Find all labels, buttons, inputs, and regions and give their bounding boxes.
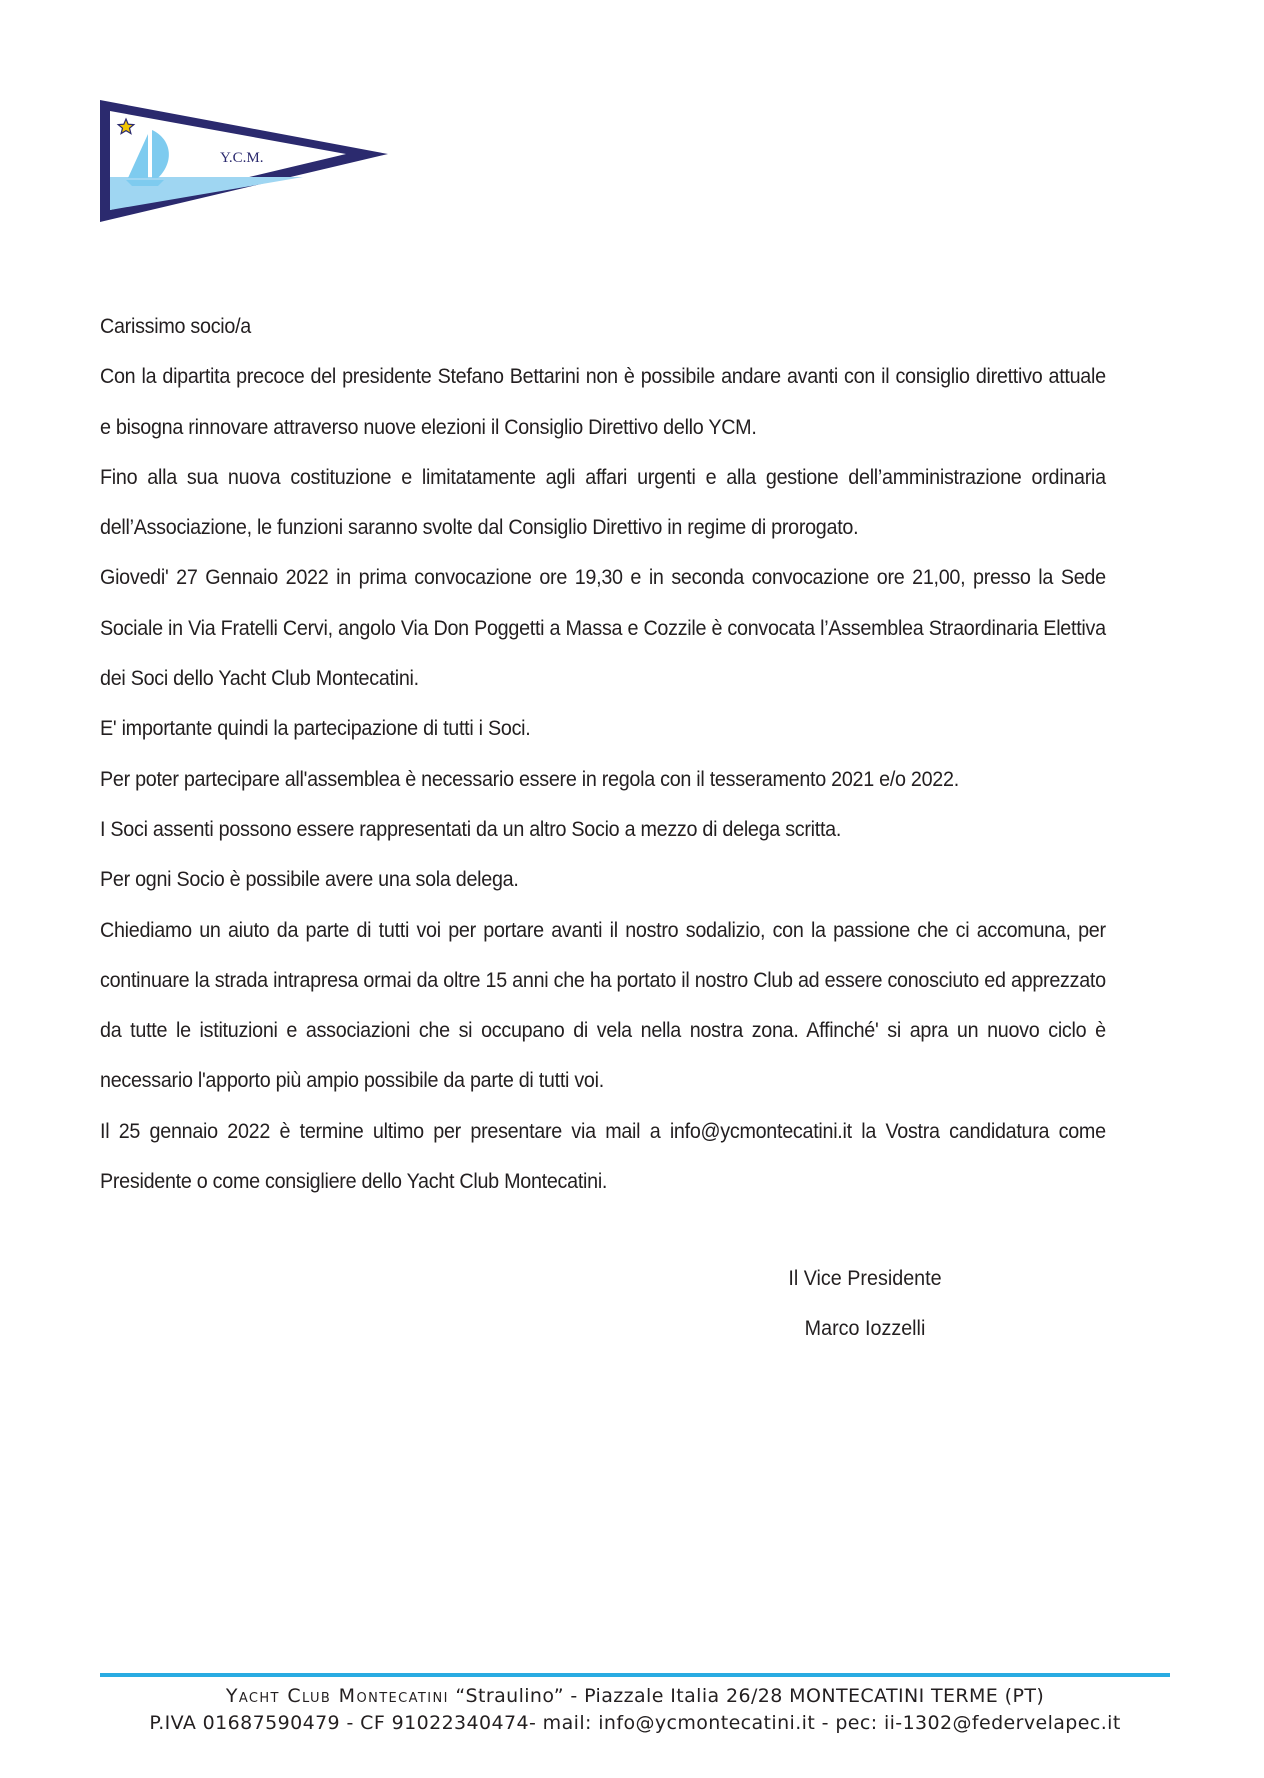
signature-block <box>710 1254 1020 1355</box>
paragraph-aiuto: Chiediamo un aiuto da parte di tutti voi per portare avanti il nostro sodalizio, con la passione che ci accomuna, per continuare la strada intrapresa ormai da oltre 15 anni che ha portato il nostro Club ad essere conosciuto ed apprezzato da tutte le istituzioni e associazioni che si occupano di vela nella nostra zona. Affinché' si apra un nuovo ciclo è necessario l'apporto più ampio possibile da parte di tutti voi. <box>100 918 1106 1093</box>
paragraph-dipartita: Con la dipartita precoce del presidente Stefano Bettarini non è possibile andare avanti con il consiglio direttivo attuale e bisogna rinnovare attraverso nuove elezioni il Consiglio Direttivo dello YCM. <box>100 365 1106 439</box>
paragraph-partecipazione: E' importante quindi la partecipazione di tutti i Soci. <box>100 717 531 741</box>
footer-club-name: Yacht Club Montecatini <box>225 1685 449 1707</box>
footer-address: “Straulino” - Piazzale Italia 26/28 MONTECATINI TERME (PT) <box>448 1685 1045 1707</box>
paragraph-costituzione: Fino alla sua nuova costituzione e limitatamente agli affari urgenti e alla gestione dell’amministrazione ordinaria dell’Associazione, le funzioni saranno svolte dal Consiglio Direttivo in regime di prorogato. <box>100 465 1106 540</box>
letter-body <box>100 302 1106 1207</box>
footer-divider <box>100 1673 1170 1677</box>
signature-name: Marco Iozzelli <box>804 1317 926 1341</box>
paragraph-delega-scritta: I Soci assenti possono essere rappresentati da un altro Socio a mezzo di delega scritta. <box>100 817 842 841</box>
logo-text: Y.C.M. <box>220 150 264 166</box>
paragraph-tesseramento: Per poter partecipare all'assemblea è necessario essere in regola con il tesseramento 2021 e/o 2022. <box>100 767 959 791</box>
paragraph-sola-delega: Per ogni Socio è possibile avere una sola delega. <box>100 868 519 892</box>
paragraph-convocazione: Giovedi' 27 Gennaio 2022 in prima convocazione ore 19,30 e in seconda convocazione ore 21,00, presso la Sede Sociale in Via Fratelli Cervi, angolo Via Don Poggetti a Massa e Cozzile è convocata l’Assemblea Straordinaria Elettiva dei Soci dello Yacht Club Montecatini. <box>100 566 1106 691</box>
signature-role: Il Vice Presidente <box>788 1267 942 1290</box>
paragraph-candidatura: Il 25 gennaio 2022 è termine ultimo per presentare via mail a info@ycmontecatini.it la Vostra candidatura come Presidente o come consigliere dello Yacht Club Montecatini. <box>100 1119 1106 1194</box>
footer <box>100 1683 1170 1737</box>
footer-line-address <box>100 1683 1170 1710</box>
footer-line-contacts: P.IVA 01687590479 - CF 91022340474- mail: info@ycmontecatini.it - pec: ii-1302@federvelapec.it <box>149 1712 1121 1734</box>
pennant-icon <box>98 98 398 228</box>
club-logo <box>98 98 398 228</box>
salutation: Carissimo socio/a <box>100 315 251 338</box>
